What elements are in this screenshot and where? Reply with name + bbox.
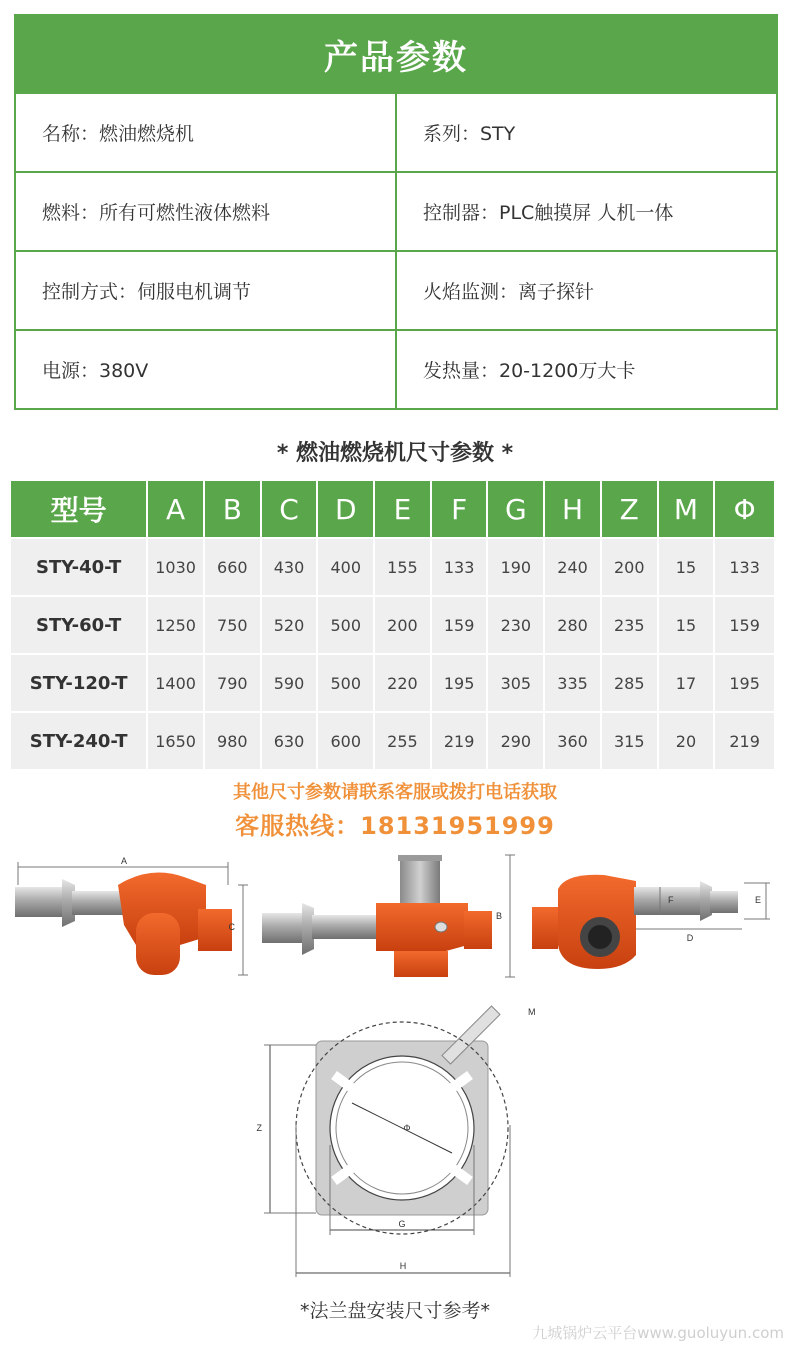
table-row — [11, 597, 774, 653]
cell-d: 500 — [318, 597, 373, 653]
cell-e: 200 — [375, 597, 430, 653]
dim-label-h: H — [399, 1261, 407, 1271]
header-h: H — [545, 481, 600, 537]
dim-label-d: D — [686, 933, 694, 943]
cell-b: 660 — [205, 539, 260, 595]
table-row — [11, 539, 774, 595]
cell-e: 255 — [375, 713, 430, 769]
cell-z: 235 — [602, 597, 657, 653]
cell-m: 15 — [659, 539, 714, 595]
param-name: 名称：燃油燃烧机 — [42, 123, 195, 145]
dim-label-c: C — [228, 922, 235, 932]
cell-a: 1400 — [148, 655, 203, 711]
cell-m: 20 — [659, 713, 714, 769]
cell-c: 630 — [262, 713, 317, 769]
cell-g: 290 — [488, 713, 543, 769]
param-controller: 控制器：PLC触摸屏 人机一体 — [395, 173, 776, 250]
cell-g: 305 — [488, 655, 543, 711]
cell-h: 360 — [545, 713, 600, 769]
header-e: E — [375, 481, 430, 537]
params-title: 产品参数 — [16, 16, 776, 92]
cell-a: 1650 — [148, 713, 203, 769]
cell-b: 980 — [205, 713, 260, 769]
header-c: C — [262, 481, 317, 537]
cell-f: 133 — [432, 539, 487, 595]
header-g: G — [488, 481, 543, 537]
dim-label-phi: Φ — [403, 1123, 411, 1133]
param-series: 系列：STY — [395, 94, 776, 171]
header-b: B — [205, 481, 260, 537]
dim-label-e: E — [754, 895, 762, 905]
param-fuel: 燃料：所有可燃性液体燃料 — [42, 202, 271, 224]
table-row — [11, 655, 774, 711]
cell-h: 240 — [545, 539, 600, 595]
param-power: 电源：380V — [42, 360, 149, 382]
cell-c: 430 — [262, 539, 317, 595]
cell-a: 1250 — [148, 597, 203, 653]
dim-label-b: B — [495, 911, 502, 921]
flange-plan-view — [257, 1006, 536, 1277]
cell-phi: 133 — [715, 539, 774, 595]
cell-z: 285 — [602, 655, 657, 711]
dim-label-f: F — [668, 895, 674, 905]
cell-z: 315 — [602, 713, 657, 769]
burner-side-view-middle — [262, 855, 515, 977]
cell-model: STY-120-T — [11, 655, 146, 711]
cell-phi: 219 — [715, 713, 774, 769]
header-z: Z — [602, 481, 657, 537]
header-m: M — [659, 481, 714, 537]
dimension-table — [11, 481, 774, 769]
header-model: 型号 — [11, 481, 146, 537]
burner-dimension-diagram — [0, 845, 790, 1295]
param-control-mode: 控制方式：伺服电机调节 — [42, 281, 252, 303]
table-row — [11, 713, 774, 769]
header-d: D — [318, 481, 373, 537]
params-row — [16, 250, 776, 329]
cell-a: 1030 — [148, 539, 203, 595]
dim-label-m: M — [528, 1007, 536, 1017]
cell-g: 230 — [488, 597, 543, 653]
cell-f: 195 — [432, 655, 487, 711]
contact-note: 其他尺寸参数请联系客服或拨打电话获取 — [233, 782, 557, 803]
cell-g: 190 — [488, 539, 543, 595]
param-heat-output: 发热量：20-1200万大卡 — [395, 331, 776, 408]
dim-label-g: G — [398, 1219, 406, 1229]
dimension-table-title: * 燃油燃烧机尺寸参数 * — [276, 441, 514, 466]
cell-f: 219 — [432, 713, 487, 769]
burner-side-view-left — [15, 856, 248, 975]
cell-z: 200 — [602, 539, 657, 595]
cell-c: 590 — [262, 655, 317, 711]
dimension-table-header — [11, 481, 774, 537]
params-row — [16, 92, 776, 171]
watermark: 九城锅炉云平台www.guoluyun.com — [532, 1324, 784, 1342]
cell-b: 790 — [205, 655, 260, 711]
product-params-table — [14, 14, 778, 410]
cell-h: 280 — [545, 597, 600, 653]
cell-f: 159 — [432, 597, 487, 653]
cell-model: STY-40-T — [11, 539, 146, 595]
cell-model: STY-60-T — [11, 597, 146, 653]
cell-model: STY-240-T — [11, 713, 146, 769]
params-row — [16, 329, 776, 408]
param-flame-monitor: 火焰监测：离子探针 — [395, 252, 776, 329]
cell-d: 600 — [318, 713, 373, 769]
burner-side-view-right — [532, 875, 770, 969]
cell-phi: 159 — [715, 597, 774, 653]
header-a: A — [148, 481, 203, 537]
cell-m: 17 — [659, 655, 714, 711]
params-row — [16, 171, 776, 250]
cell-e: 155 — [375, 539, 430, 595]
dim-label-z: Z — [256, 1123, 262, 1133]
header-phi: Φ — [715, 481, 774, 537]
cell-b: 750 — [205, 597, 260, 653]
cell-d: 500 — [318, 655, 373, 711]
cell-m: 15 — [659, 597, 714, 653]
flange-caption: *法兰盘安装尺寸参考* — [299, 1300, 490, 1322]
dim-label-a: A — [120, 856, 128, 866]
cell-d: 400 — [318, 539, 373, 595]
cell-c: 520 — [262, 597, 317, 653]
service-hotline[interactable]: 客服热线：18131951999 — [235, 812, 555, 840]
cell-phi: 195 — [715, 655, 774, 711]
header-f: F — [432, 481, 487, 537]
cell-h: 335 — [545, 655, 600, 711]
cell-e: 220 — [375, 655, 430, 711]
